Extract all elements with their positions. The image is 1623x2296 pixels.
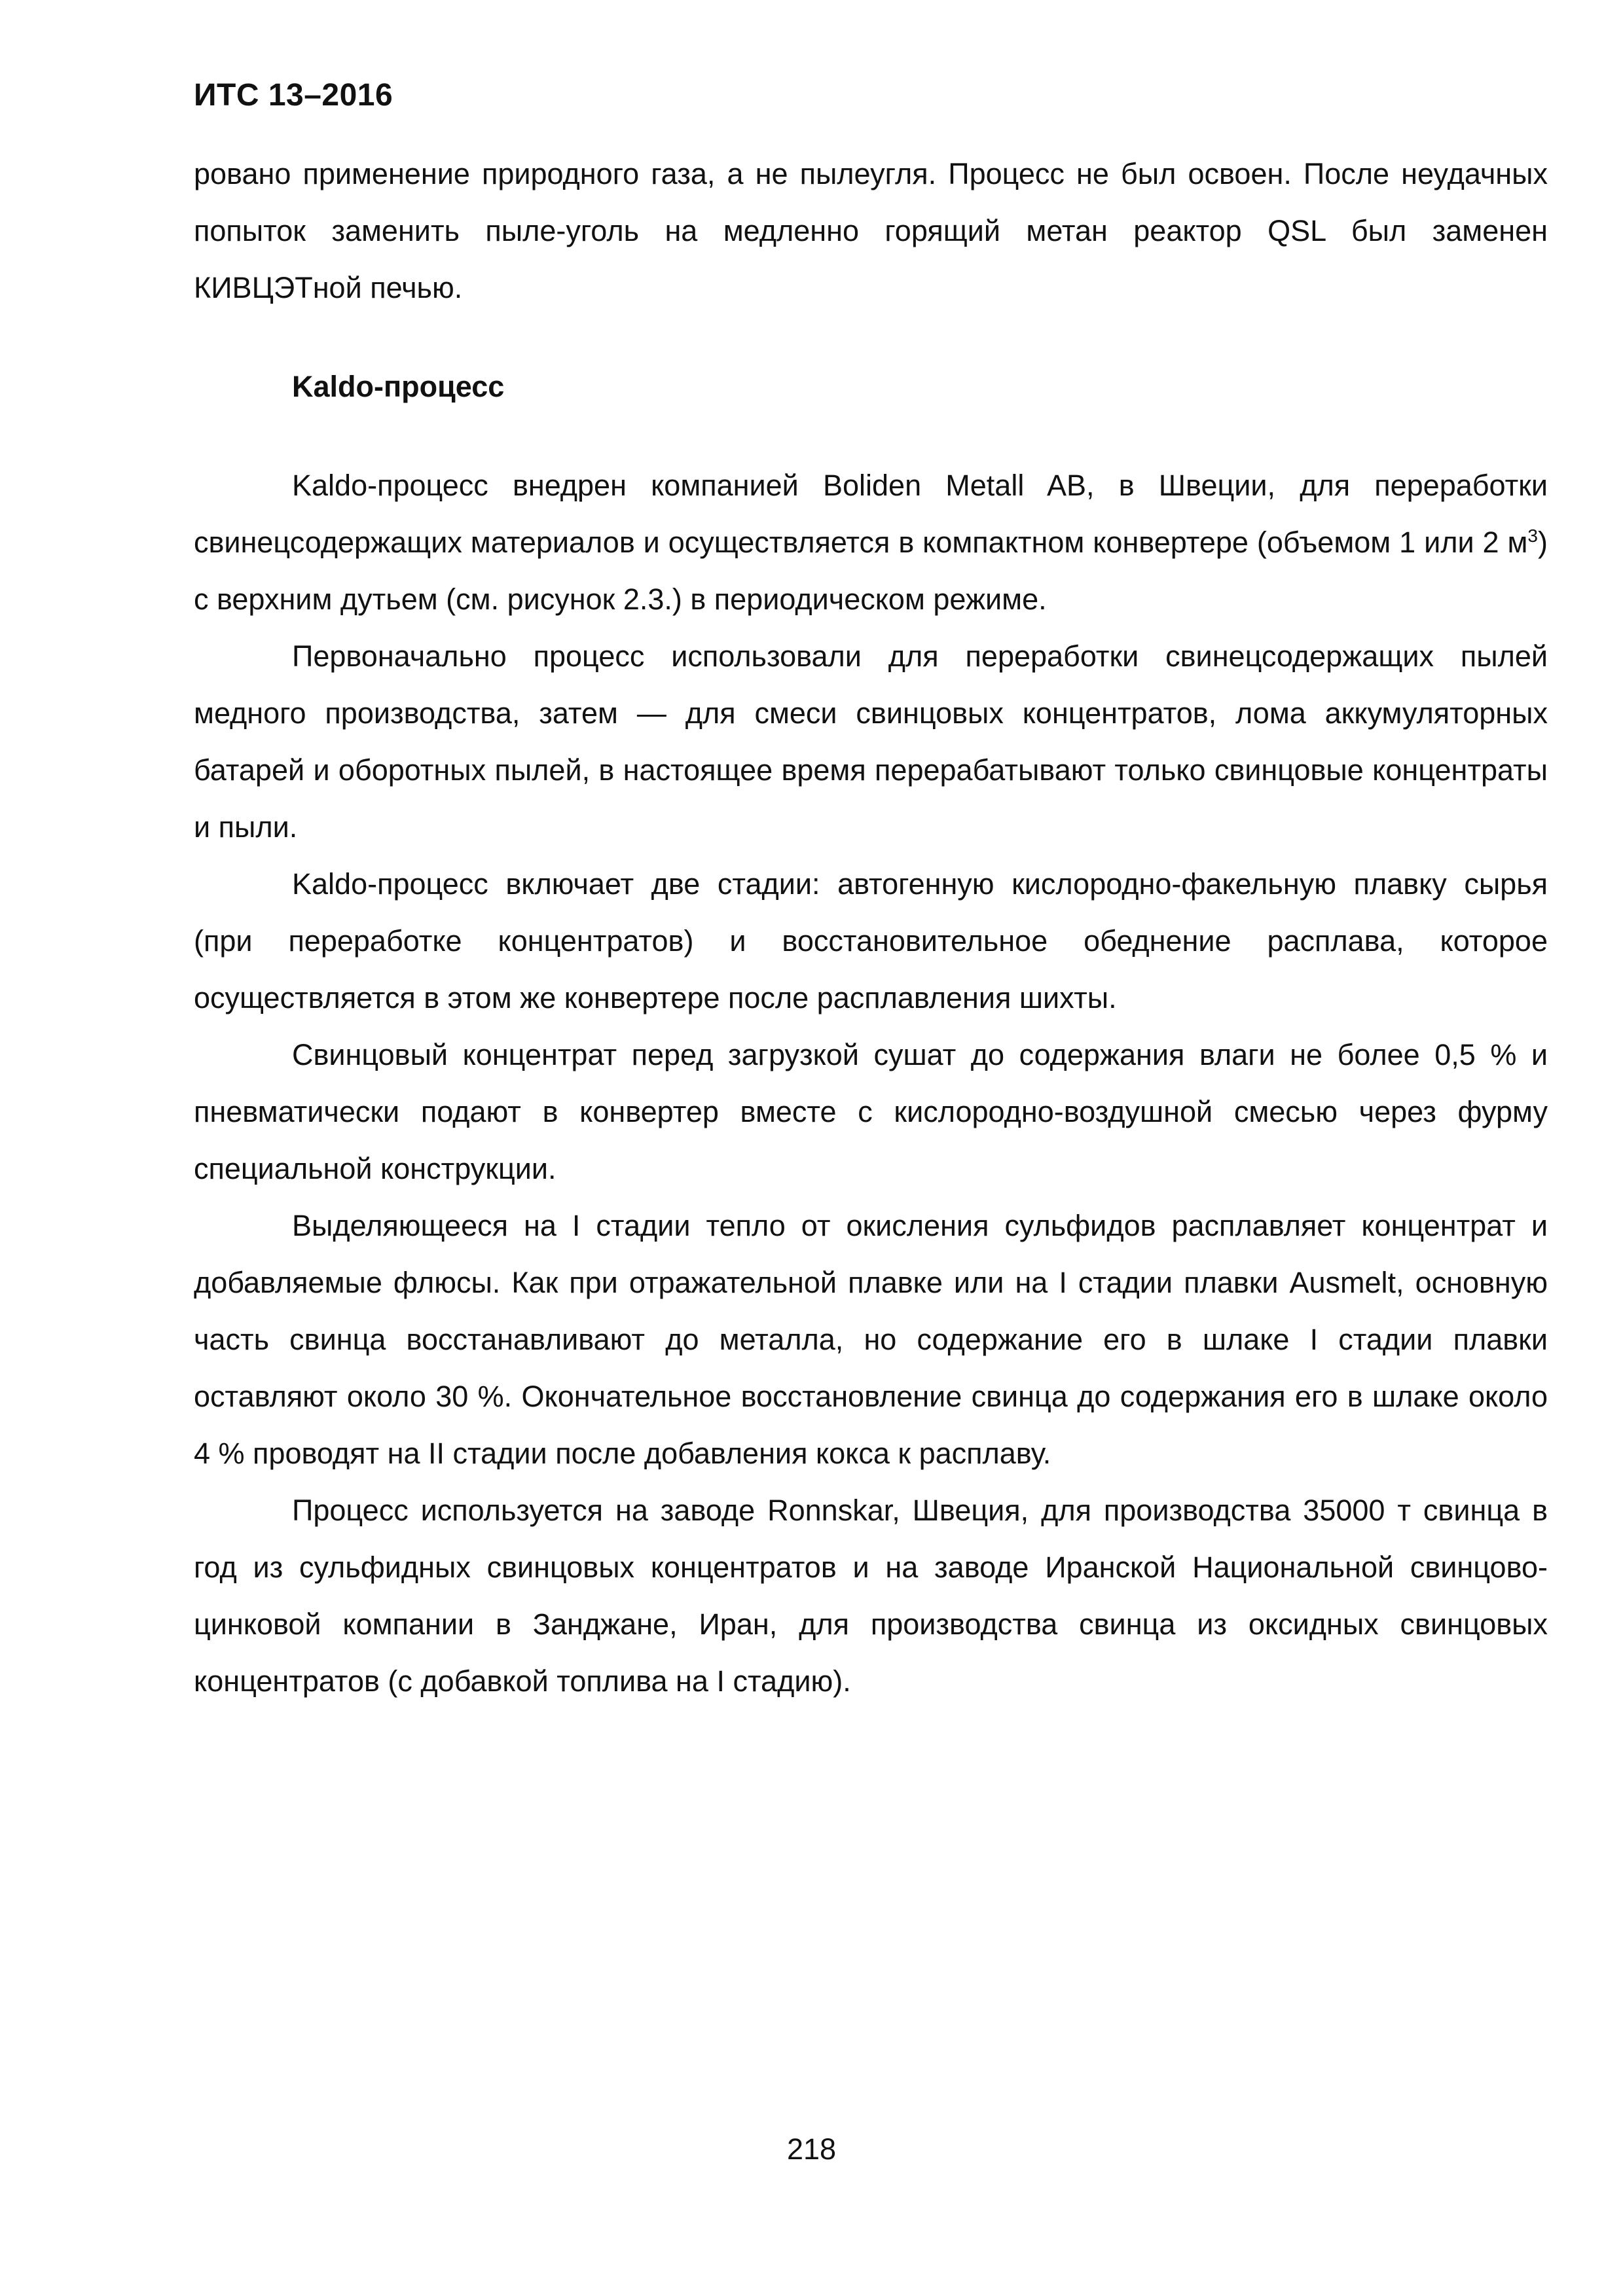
paragraph-continued: ровано применение природного газа, а не пылеугля. Процесс не был освоен. После неудачных попыток заменить пыле-уголь на медленно горящий метан реактор QSL был заменен КИВЦЭТной печью. [194, 157, 1548, 304]
paragraph-initial-use: Первоначально процесс использовали для переработки свинецсодержащих пылей медного производства, затем — для смеси свинцовых концентратов, лома аккумуляторных батарей и оборотных пылей, в настоящее время перерабатывают только свинцовые концентраты и пыли. [194, 639, 1548, 844]
page-number: 218 [786, 2132, 837, 2166]
paragraph-concentrate-drying: Свинцовый концентрат перед загрузкой сушат до содержания влаги не более 0,5 % и пневматически подают в конвертер вместе с кислородно-воздушной смесью через фурму специальной конструкции. [194, 1038, 1548, 1185]
superscript-cubic: 3 [1527, 526, 1538, 546]
paragraph-kaldo-intro-text: Kaldo-процесс внедрен компанией Boliden Metall AB, в Швеции, для переработки свинецсодержащих материалов и осуществляется в компактном конвертере (объемом 1 или 2 м [194, 469, 1548, 559]
paragraph-stage-heat: Выделяющееся на I стадии тепло от окисления сульфидов расплавляет концентрат и добавляемые флюсы. Как при отражательной плавке или на I стадии плавки Ausmelt, основную часть свинца восстанавливают до металла, но содержание его в шлаке I стадии плавки оставляют около 30 %. Окончательное восстановление свинца до содержания его в шлаке около 4 % проводят на II стадии после добавления кокса к расплаву. [194, 1209, 1548, 1470]
paragraph-kaldo-intro-text-end: ) с верхним дутьем (см. рисунок 2.3.) в периодическом режиме. [194, 526, 1548, 616]
page-body [194, 145, 1548, 1710]
document-code-header: ИТС 13–2016 [194, 78, 393, 113]
paragraph-two-stages: Kaldo-процесс включает две стадии: автогенную кислородно-факельную плавку сырья (при переработке концентратов) и восстановительное обеднение расплава, которое осуществляется в этом же конвертере после расплавления шихты. [194, 867, 1548, 1014]
paragraph-kaldo-intro [194, 457, 1548, 628]
section-heading-kaldo: Kaldo-процесс [292, 370, 505, 403]
paragraph-plant-usage: Процесс используется на заводе Ronnskar, Швеция, для производства 35000 т свинца в год из сульфидных свинцовых концентратов и на заводе Иранской Национальной свинцово-цинковой компании в Занджане, Иран, для производства свинца из оксидных свинцовых концентратов (с добавкой топлива на I стадию). [194, 1494, 1548, 1698]
